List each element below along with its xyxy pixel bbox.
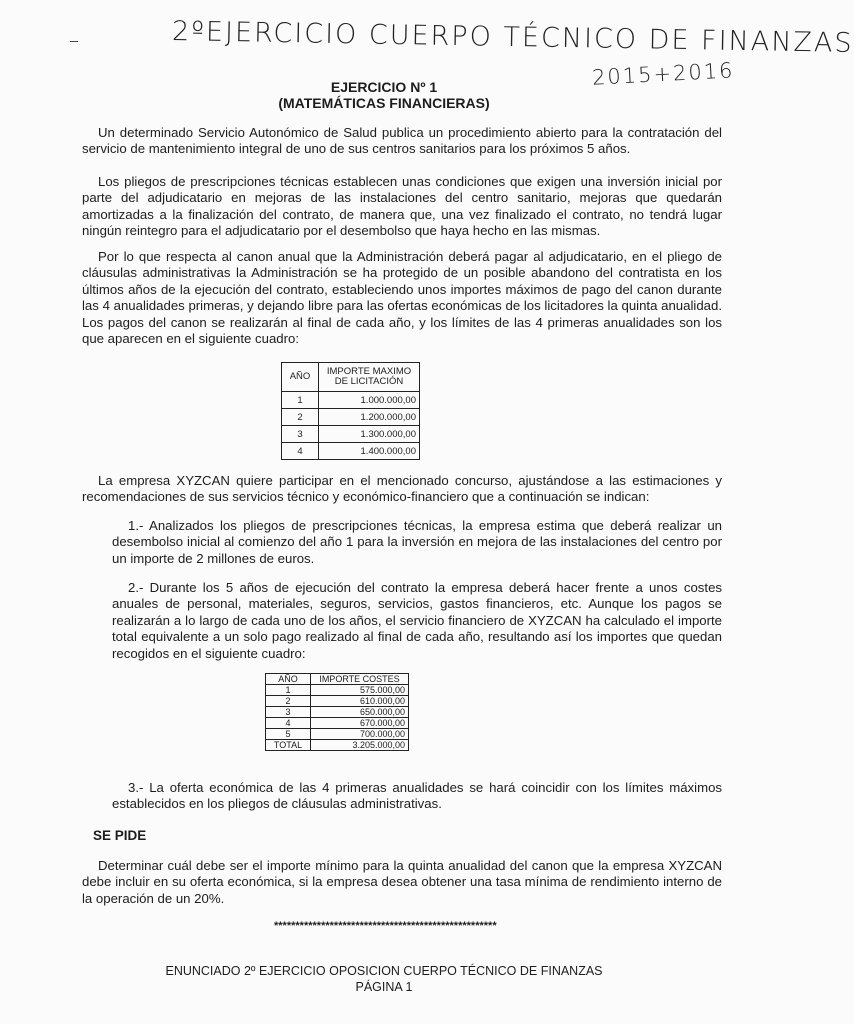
pen-mark (70, 41, 78, 42)
table-row (266, 707, 409, 718)
table-cell-year: 1 (282, 392, 319, 409)
table-row (282, 426, 420, 443)
table-cell-year: 4 (282, 443, 319, 460)
table-cell-year: 1 (266, 685, 311, 696)
table-cell-year: 3 (282, 426, 319, 443)
table-row (266, 696, 409, 707)
table-cell-amount: 1.000.000,00 (319, 392, 420, 409)
table-cell-amount: 575.000,00 (311, 685, 409, 696)
table-row (266, 718, 409, 729)
table-cell-amount: 700.000,00 (311, 729, 409, 740)
paragraph-xyzcan: La empresa XYZCAN quiere participar en el mencionado concurso, ajustándose a las estimaciones y recomendaciones de sus servicios técnico y económico-financiero que a continuación se indican: (82, 473, 722, 505)
table-cell-year: 5 (266, 729, 311, 740)
table-row (282, 409, 420, 426)
max-bid-table (281, 362, 420, 460)
costs-table (265, 673, 409, 751)
table-cell-year: 3 (266, 707, 311, 718)
separator-line: **************************************************** (274, 920, 497, 932)
table-cell-amount: 670.000,00 (311, 718, 409, 729)
table-header: IMPORTE MAXIMO DE LICITACIÓN (319, 363, 420, 392)
handwritten-title: 2ºEJERCICIO CUERPO TÉCNICO DE FINANZAS (171, 16, 854, 59)
exercise-title: EJERCICIO Nº 1 (330, 79, 438, 95)
footer-page-number: PÁGINA 1 (355, 980, 413, 994)
section-heading: SE PIDE (93, 828, 147, 843)
table-cell-year: 4 (266, 718, 311, 729)
handwritten-years: 2015+2016 (591, 58, 736, 90)
list-item-2: 2.- Durante los 5 años de ejecución del contrato la empresa deberá hacer frente a unos costes anuales de personal, materiales, seguros, servicios, gastos financieros, etc. Aunque los pagos se realizarán a lo largo de cada uno de los años, el servicio financiero de XYZCAN ha calculado el importe total equivalente a un solo pago realizado al final de cada año, resultando así los importes que quedan recogidos en el siguiente cuadro: (112, 580, 722, 661)
list-item-3: 3.- La oferta económica de las 4 primeras anualidades se hará coincidir con los límites máximos establecidos en los pliegos de cláusulas administrativas. (112, 780, 722, 812)
table-cell-amount: 1.200.000,00 (319, 409, 420, 426)
table-row (266, 685, 409, 696)
table-row-total (266, 740, 409, 751)
paragraph-question: Determinar cuál debe ser el importe mínimo para la quinta anualidad del canon que la empresa XYZCAN debe incluir en su oferta económica, si la empresa desea obtener una tasa mínima de rendimiento interno de la operación de un 20%. (82, 858, 722, 906)
table-cell-amount: 1.400.000,00 (319, 443, 420, 460)
list-item-1: 1.- Analizados los pliegos de prescripciones técnicas, la empresa estima que deberá realizar un desembolso inicial al comienzo del año 1 para la inversión en mejora de las instalaciones del centro por un importe de 2 millones de euros. (112, 518, 722, 566)
table-header: IMPORTE COSTES (311, 674, 409, 685)
table-cell-year: 2 (266, 696, 311, 707)
table-header: AÑO (266, 674, 311, 685)
table-cell-year: 2 (282, 409, 319, 426)
table-cell-amount: 1.300.000,00 (319, 426, 420, 443)
table-cell-amount: 3.205.000,00 (311, 740, 409, 751)
table-cell-amount: 650.000,00 (311, 707, 409, 718)
table-cell-amount: 610.000,00 (311, 696, 409, 707)
paragraph-pliegos: Los pliegos de prescripciones técnicas establecen unas condiciones que exigen una inversión inicial por parte del adjudicatario en mejoras de las instalaciones del centro sanitario, mejoras que quedarán amortizadas a la finalización del contrato, de manera que, una vez finalizado el contrato, no tendrá lugar ningún reintegro para el adjudicatario por el desembolso que haya hecho en las mismas. (82, 174, 722, 239)
footer-title: ENUNCIADO 2º EJERCICIO OPOSICION CUERPO TÉCNICO DE FINANZAS (165, 964, 603, 978)
table-row (282, 443, 420, 460)
table-row (266, 729, 409, 740)
paragraph-canon: Por lo que respecta al canon anual que la Administración deberá pagar al adjudicatario, en el pliego de cláusulas administrativas la Administración se ha protegido de un posible abandono del contratista en los últimos años de la ejecución del contrato, estableciendo unos importes máximos de pago del canon durante las 4 anualidades primeras, y dejando libre para las ofertas económicas de los licitadores la quinta anualidad. Los pagos del canon se realizarán al final de cada año, y los límites de las 4 primeras anualidades son los que aparecen en el siguiente cuadro: (82, 249, 722, 347)
table-header: AÑO (282, 363, 319, 392)
paragraph-intro: Un determinado Servicio Autonómico de Salud publica un procedimiento abierto para la contratación del servicio de mantenimiento integral de uno de sus centros sanitarios para los próximos 5 años. (82, 125, 722, 157)
table-cell-year: TOTAL (266, 740, 311, 751)
table-row (282, 392, 420, 409)
exercise-subtitle: (MATEMÁTICAS FINANCIERAS) (278, 95, 490, 111)
